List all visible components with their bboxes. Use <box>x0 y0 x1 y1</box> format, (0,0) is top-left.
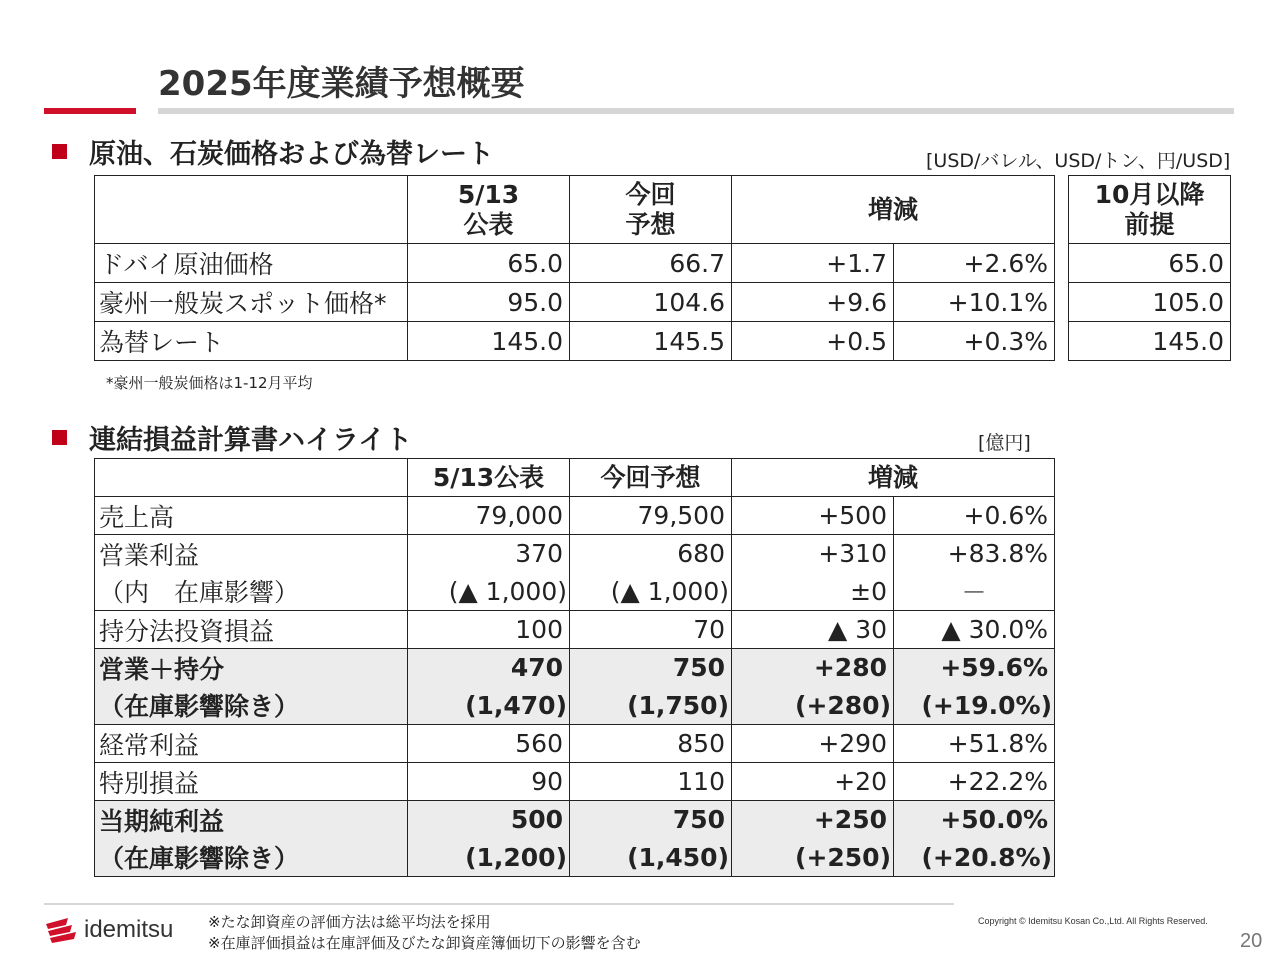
table-row <box>95 322 1055 361</box>
header-change: 増減 <box>732 459 1055 497</box>
cell-announced: 95.0 <box>408 283 570 322</box>
cell-pct: +0.6% <box>894 497 1055 535</box>
section1-unit: [USD/バレル、USD/トン、円/USD] <box>926 150 1231 172</box>
header-announced: 5/13 公表 <box>408 176 570 244</box>
cell-diff: +20 <box>732 763 894 801</box>
logo-text: idemitsu <box>84 916 174 943</box>
cell-announced: 79,000 <box>408 497 570 535</box>
cell-diff: +0.5 <box>732 322 894 361</box>
cell-announced: 90 <box>408 763 570 801</box>
footer-rule <box>44 903 954 905</box>
cell-forecast: 79,500 <box>570 497 732 535</box>
coal-note: *豪州一般炭価格は1-12月平均 <box>106 374 313 392</box>
cell-forecast: (1,450) <box>570 839 732 877</box>
row-label: 経常利益 <box>95 725 408 763</box>
cell-diff: ±0 <box>732 573 894 611</box>
cell-diff: +1.7 <box>732 244 894 283</box>
row-label: （在庫影響除き） <box>95 839 408 877</box>
cell-forecast: (1,750) <box>570 687 732 725</box>
cell-announced: 145.0 <box>408 322 570 361</box>
cell-pct: +2.6% <box>894 244 1055 283</box>
section2-heading <box>52 418 412 457</box>
pl-table <box>94 458 1055 877</box>
cell-forecast: 850 <box>570 725 732 763</box>
footnote-1: ※たな卸資産の評価方法は総平均法を採用 <box>208 913 491 931</box>
cell-pct: +59.6% <box>894 649 1055 687</box>
header-forecast: 今回 予想 <box>570 176 732 244</box>
header-forecast: 今回予想 <box>570 459 732 497</box>
pl-table-header <box>95 459 1055 497</box>
cell-forecast: 145.5 <box>570 322 732 361</box>
cell-pct: +10.1% <box>894 283 1055 322</box>
cell-announced: (1,200) <box>408 839 570 877</box>
header-announced: 5/13公表 <box>408 459 570 497</box>
cell-announced: (1,470) <box>408 687 570 725</box>
header-blank <box>95 176 408 244</box>
idemitsu-logo-icon <box>44 916 78 944</box>
row-label: 為替レート <box>95 322 408 361</box>
row-label: 特別損益 <box>95 763 408 801</box>
cell-forecast: 680 <box>570 535 732 573</box>
table-row <box>95 535 1055 573</box>
cell-pct: (+20.8%) <box>894 839 1055 877</box>
cell-diff: +290 <box>732 725 894 763</box>
cell-forecast: 66.7 <box>570 244 732 283</box>
table-row <box>95 649 1055 687</box>
red-square-icon <box>52 144 67 159</box>
cell-diff: +310 <box>732 535 894 573</box>
row-label: 売上高 <box>95 497 408 535</box>
table-row <box>95 801 1055 839</box>
cell-pct: － <box>894 573 1055 611</box>
cell-diff: +280 <box>732 649 894 687</box>
table-row <box>95 244 1055 283</box>
cell-diff: +500 <box>732 497 894 535</box>
table-row <box>95 497 1055 535</box>
table-row <box>95 283 1055 322</box>
assumption-header <box>1069 176 1231 244</box>
cell-diff: (+280) <box>732 687 894 725</box>
price-table <box>94 175 1055 361</box>
cell-forecast: 110 <box>570 763 732 801</box>
row-label: ドバイ原油価格 <box>95 244 408 283</box>
table-row <box>1069 322 1231 361</box>
section2-heading-text: 連結損益計算書ハイライト <box>89 425 413 456</box>
cell-pct: +51.8% <box>894 725 1055 763</box>
table-row <box>95 687 1055 725</box>
title-accent-bar <box>44 108 136 114</box>
table-row <box>95 763 1055 801</box>
cell-forecast: 70 <box>570 611 732 649</box>
cell-diff: +250 <box>732 801 894 839</box>
cell-pct: +83.8% <box>894 535 1055 573</box>
assumption-table <box>1068 175 1231 361</box>
table-row <box>95 839 1055 877</box>
cell-diff: ▲ 30 <box>732 611 894 649</box>
table-row <box>95 725 1055 763</box>
row-label: 持分法投資損益 <box>95 611 408 649</box>
cell-announced: 560 <box>408 725 570 763</box>
cell-pct: +22.2% <box>894 763 1055 801</box>
cell-assumption: 105.0 <box>1069 283 1231 322</box>
cell-pct: +0.3% <box>894 322 1055 361</box>
row-label: 当期純利益 <box>95 801 408 839</box>
cell-announced: 370 <box>408 535 570 573</box>
cell-pct: (+19.0%) <box>894 687 1055 725</box>
cell-forecast: (▲ 1,000) <box>570 573 732 611</box>
red-square-icon <box>52 430 67 445</box>
header-blank <box>95 459 408 497</box>
cell-pct: ▲ 30.0% <box>894 611 1055 649</box>
cell-announced: 500 <box>408 801 570 839</box>
copyright: Copyright © Idemitsu Kosan Co.,Ltd. All Rights Reserved. <box>978 916 1208 926</box>
row-label: 営業利益 <box>95 535 408 573</box>
cell-diff: (+250) <box>732 839 894 877</box>
page-number: 20 <box>1240 930 1263 952</box>
row-label: （在庫影響除き） <box>95 687 408 725</box>
table-row <box>95 573 1055 611</box>
section2-unit: [億円] <box>978 432 1031 454</box>
cell-announced: 470 <box>408 649 570 687</box>
price-table-header <box>95 176 1055 244</box>
table-row <box>1069 244 1231 283</box>
table-row <box>1069 283 1231 322</box>
row-label: （内 在庫影響） <box>95 573 408 611</box>
table-row <box>95 611 1055 649</box>
footnote-2: ※在庫評価損益は在庫評価及びたな卸資産簿価切下の影響を含む <box>208 934 641 952</box>
row-label: 営業＋持分 <box>95 649 408 687</box>
cell-announced: 65.0 <box>408 244 570 283</box>
cell-pct: +50.0% <box>894 801 1055 839</box>
header-assumption: 10月以降 前提 <box>1069 176 1231 244</box>
header-change: 増減 <box>732 176 1055 244</box>
cell-diff: +9.6 <box>732 283 894 322</box>
row-label: 豪州一般炭スポット価格* <box>95 283 408 322</box>
company-logo <box>44 916 173 944</box>
cell-assumption: 145.0 <box>1069 322 1231 361</box>
section1-heading <box>52 132 494 171</box>
page-title: 2025年度業績予想概要 <box>158 64 525 104</box>
cell-announced: 100 <box>408 611 570 649</box>
cell-forecast: 750 <box>570 649 732 687</box>
cell-assumption: 65.0 <box>1069 244 1231 283</box>
cell-announced: (▲ 1,000) <box>408 573 570 611</box>
cell-forecast: 104.6 <box>570 283 732 322</box>
cell-forecast: 750 <box>570 801 732 839</box>
section1-heading-text: 原油、石炭価格および為替レート <box>89 139 494 170</box>
title-rule <box>158 108 1234 114</box>
